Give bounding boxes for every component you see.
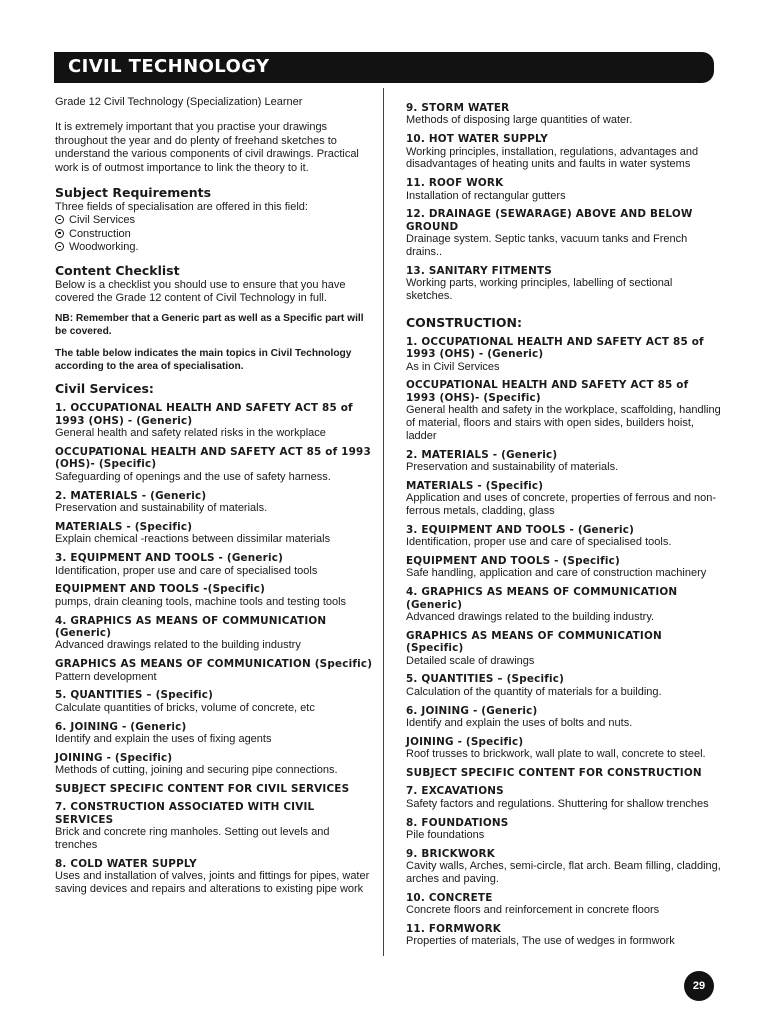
topic-title: 8. FOUNDATIONS (406, 816, 509, 829)
topic-title: 6. JOINING - (Generic) (406, 704, 538, 717)
topic-title: GRAPHICS AS MEANS OF COMMUNICATION (Specific) (406, 629, 662, 655)
intro-paragraph: It is extremely important that you practise your drawings throughout the year and do plenty of freehand sketches to understand the various components of civil drawings. Practical work is of outmost importance to link the theory to it. (55, 121, 359, 174)
topic-item (406, 449, 721, 474)
topic-description: General health and safety in the workplace, scaffolding, handling of material, floors and stairs with open sides, builders hoist, ladder (406, 404, 721, 442)
topic-item (406, 892, 721, 917)
arrow-bullet-icon (55, 215, 64, 224)
topic-title: OCCUPATIONAL HEALTH AND SAFETY ACT 85 of 1993 (OHS)- (Specific) (55, 446, 371, 471)
topic-title: 9. BRICKWORK (406, 847, 496, 860)
topic-title: MATERIALS - (Specific) (406, 479, 544, 492)
topic-title: 3. EQUIPMENT AND TOOLS - (Generic) (406, 523, 635, 536)
topic-description: Uses and installation of valves, joints and fittings for pipes, water saving devices and repairs and alterations to existing pipe work (55, 870, 370, 895)
field-item: Woodworking. (55, 241, 373, 254)
civil-services-continued-list (406, 102, 721, 303)
field-item: Construction (55, 228, 373, 241)
topic-item (406, 379, 721, 442)
topic-title: OCCUPATIONAL HEALTH AND SAFETY ACT 85 of 1993 (OHS)- (Specific) (406, 379, 689, 404)
content-checklist-heading: Content Checklist (55, 262, 180, 278)
topic-description: General health and safety related risks in the workplace (55, 427, 326, 440)
topic-description: Methods of disposing large quantities of water. (406, 114, 633, 127)
topic-item (406, 923, 721, 948)
arrow-bullet-icon (55, 242, 64, 251)
topic-item (55, 658, 373, 683)
topic-title: 8. COLD WATER SUPPLY (55, 857, 197, 870)
topic-title: MATERIALS - (Specific) (55, 520, 193, 533)
topic-item (55, 521, 373, 546)
topic-title: JOINING - (Specific) (55, 751, 173, 764)
topic-description: Advanced drawings related to the building industry. (406, 611, 655, 624)
topic-item (55, 552, 373, 577)
topic-item (406, 265, 721, 303)
topic-title: 7. EXCAVATIONS (406, 785, 504, 798)
topic-description: Working principles, installation, regulations, advantages and disadvantages of heating units and faults in water systems (406, 145, 699, 171)
topic-description: Roof trusses to brickwork, wall plate to wall, concrete to steel. (406, 748, 706, 761)
topic-title: EQUIPMENT AND TOOLS - (Specific) (406, 555, 620, 568)
table-note: The table below indicates the main topics in Civil Technology according to the area of specialisation. (55, 348, 352, 373)
topic-title: 12. DRAINAGE (SEWARAGE) ABOVE AND BELOW GROUND (406, 208, 693, 233)
topic-title: EQUIPMENT AND TOOLS -(Specific) (55, 583, 266, 596)
topic-item (55, 490, 373, 515)
topic-description: pumps, drain cleaning tools, machine tools and testing tools (55, 595, 347, 608)
topic-description: Identification, proper use and care of specialised tools. (406, 536, 672, 549)
subject-requirements-heading: Subject Requirements (55, 185, 212, 201)
topic-description: Identification, proper use and care of specialised tools (55, 564, 318, 577)
topic-item (406, 630, 721, 668)
topic-description: Safeguarding of openings and the use of safety harness. (55, 470, 331, 483)
topic-title: 4. GRAPHICS AS MEANS OF COMMUNICATION (Generic) (406, 586, 678, 611)
topic-item (406, 817, 721, 842)
topic-description: Methods of cutting, joining and securing pipe connections. (55, 764, 338, 777)
topic-item (406, 736, 721, 761)
topic-description: Installation of rectangular gutters (406, 189, 566, 202)
topic-description: Calculate quantities of bricks, volume of concrete, etc (55, 701, 315, 714)
topic-description: Identify and explain the uses of bolts and nuts. (406, 717, 633, 730)
topic-title: 1. OCCUPATIONAL HEALTH AND SAFETY ACT 85 of 1993 (OHS) - (Generic) (55, 402, 353, 427)
topic-item (406, 848, 721, 886)
topic-item (55, 615, 373, 653)
topic-item (55, 752, 373, 777)
topic-title: 2. MATERIALS - (Generic) (406, 448, 558, 461)
topic-description: Cavity walls, Arches, semi-circle, flat arch. Beam filling, cladding, arches and paving. (406, 860, 721, 886)
field-item: Civil Services (55, 214, 373, 227)
topic-item (55, 446, 373, 484)
right-column (406, 96, 721, 948)
topic-description: Working parts, working principles, labelling of sectional sketches. (406, 277, 673, 303)
left-column (55, 96, 373, 896)
topic-item (406, 586, 721, 624)
checklist-text: Below is a checklist you should use to ensure that you have covered the Grade 12 content of Civil Technology in full. (55, 278, 346, 305)
topic-item (406, 480, 721, 518)
construction-heading: CONSTRUCTION: (406, 314, 523, 330)
topic-description: Pattern development (55, 670, 157, 683)
topic-title: 2. MATERIALS - (Generic) (55, 489, 207, 502)
topic-title: GRAPHICS AS MEANS OF COMMUNICATION (Specific) (55, 658, 373, 671)
topic-item (406, 208, 721, 258)
topic-item (55, 858, 373, 896)
topic-item (406, 524, 721, 549)
topic-item (55, 783, 373, 795)
topic-title: 4. GRAPHICS AS MEANS OF COMMUNICATION (Generic) (55, 614, 327, 639)
topic-title: 11. FORMWORK (406, 923, 502, 936)
topic-description: Preservation and sustainability of materials. (55, 502, 268, 515)
page-number: 29 (684, 971, 714, 1001)
nb-note: NB: Remember that a Generic part as well as a Specific part will be covered. (55, 313, 364, 338)
topic-description: Brick and concrete ring manholes. Setting out levels and trenches (55, 826, 330, 851)
arrow-bullet-icon (55, 229, 64, 238)
topic-item (406, 555, 721, 580)
topic-title: 1. OCCUPATIONAL HEALTH AND SAFETY ACT 85 of 1993 (OHS) - (Generic) (406, 335, 704, 361)
topic-item (406, 767, 721, 779)
title-banner (54, 52, 714, 83)
topic-description: Properties of materials, The use of wedges in formwork (406, 935, 675, 948)
grade-line: Grade 12 Civil Technology (Specialization) Learner (55, 96, 303, 108)
topic-item (55, 721, 373, 746)
topic-description: Safe handling, application and care of construction machinery (406, 567, 707, 580)
topic-title: 11. ROOF WORK (406, 177, 504, 190)
topic-description: Pile foundations (406, 829, 485, 842)
topic-title: SUBJECT SPECIFIC CONTENT FOR CONSTRUCTION (406, 767, 702, 780)
topic-title: 13. SANITARY FITMENTS (406, 264, 552, 277)
topic-description: Advanced drawings related to the building industry (55, 639, 301, 652)
column-divider (383, 88, 384, 956)
topic-title: 10. HOT WATER SUPPLY (406, 133, 548, 146)
topic-description: Preservation and sustainability of materials. (406, 461, 619, 474)
topic-description: Identify and explain the uses of fixing agents (55, 732, 272, 745)
topic-description: Detailed scale of drawings (406, 654, 535, 667)
topic-item (55, 583, 373, 608)
topic-title: 6. JOINING - (Generic) (55, 720, 187, 733)
topic-item (406, 133, 721, 171)
subject-requirements-text: Three fields of specialisation are offered in this field: (55, 201, 308, 214)
topic-item (406, 785, 721, 810)
topic-item (406, 177, 721, 202)
construction-list (406, 336, 721, 948)
topic-item (406, 673, 721, 698)
topic-description: Concrete floors and reinforcement in concrete floors (406, 904, 660, 917)
topic-title: 10. CONCRETE (406, 891, 493, 904)
topic-description: As in Civil Services (406, 360, 500, 373)
topic-title: 7. CONSTRUCTION ASSOCIATED WITH CIVIL SERVICES (55, 801, 315, 826)
topic-title: 3. EQUIPMENT AND TOOLS - (Generic) (55, 552, 284, 565)
topic-description: Safety factors and regulations. Shuttering for shallow trenches (406, 797, 709, 810)
topic-title: 5. QUANTITIES – (Specific) (55, 689, 214, 702)
topic-item (406, 336, 721, 374)
topic-item (55, 801, 373, 851)
topic-description: Application and uses of concrete, properties of ferrous and non-ferrous metals, cladding, glass (406, 492, 717, 518)
topic-title: SUBJECT SPECIFIC CONTENT FOR CIVIL SERVICES (55, 782, 350, 795)
topic-item (55, 402, 373, 440)
topic-description: Calculation of the quantity of materials for a building. (406, 685, 662, 698)
page-title: CIVIL TECHNOLOGY (68, 56, 270, 77)
topic-title: JOINING - (Specific) (406, 735, 524, 748)
topic-description: Drainage system. Septic tanks, vacuum tanks and French drains.. (406, 233, 688, 259)
topic-item (55, 689, 373, 714)
civil-services-heading: Civil Services: (55, 381, 154, 397)
civil-services-list (55, 402, 373, 895)
topic-title: 5. QUANTITIES – (Specific) (406, 673, 565, 686)
topic-item (406, 705, 721, 730)
topic-description: Explain chemical -reactions between dissimilar materials (55, 533, 331, 546)
topic-item (406, 102, 721, 127)
topic-title: 9. STORM WATER (406, 102, 510, 114)
